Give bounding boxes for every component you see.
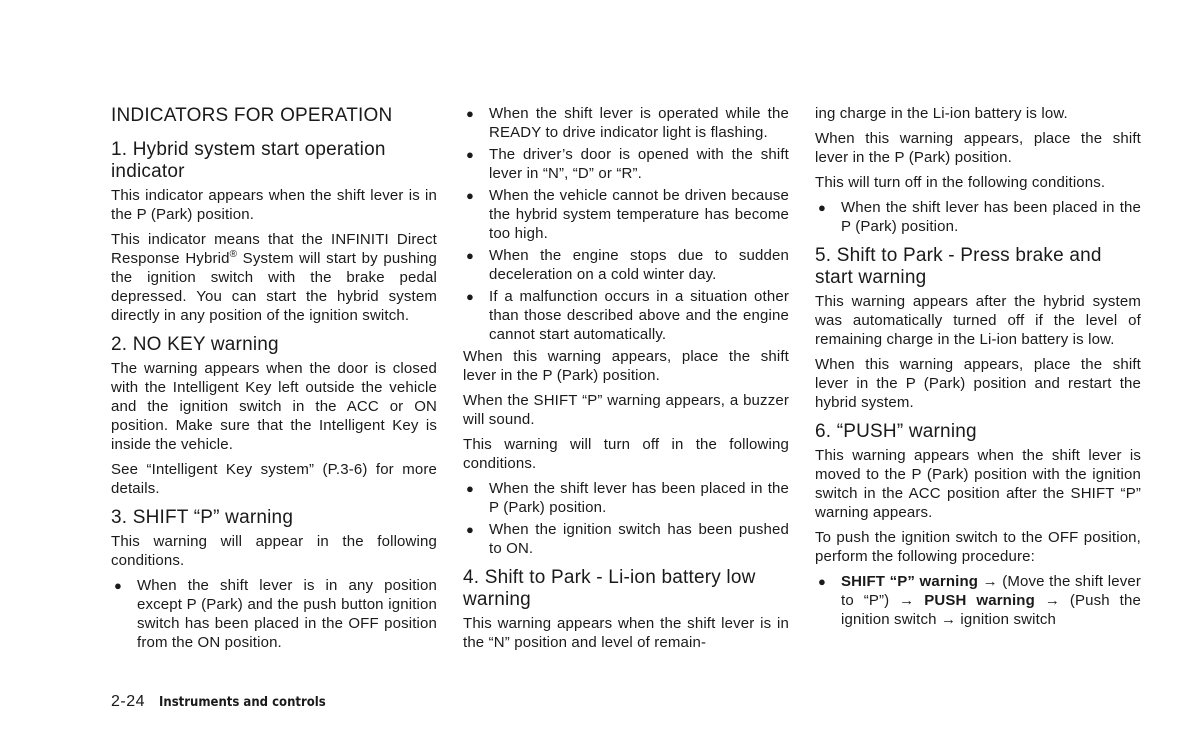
- paragraph: This warning appears when the shift lever is moved to the P (Park) position with the ignition switch in the ACC position after the SHIFT “P” warning appears.: [815, 447, 1141, 521]
- registered-mark: ®: [229, 249, 238, 260]
- heading-shift-p-warning: 3. SHIFT “P” warning: [111, 507, 294, 528]
- column-2: [463, 104, 789, 658]
- paragraph: When this warning appears, place the shift lever in the P (Park) position and restart the hybrid system.: [815, 356, 1141, 411]
- paragraph: This warning will appear in the following conditions.: [111, 533, 437, 569]
- page-footer: [111, 692, 326, 713]
- column-3: [815, 104, 1141, 632]
- list-item: ● When the shift lever has been placed in the P (Park) position.: [466, 480, 789, 516]
- section-title: INDICATORS FOR OPERATION: [111, 105, 393, 126]
- page-number: 2-24: [111, 693, 146, 710]
- paragraph: See “Intelligent Key system” (P.3-6) for more details.: [111, 461, 437, 497]
- bullet-list: [463, 104, 789, 344]
- paragraph: This will turn off in the following conditions.: [815, 174, 1106, 191]
- paragraph: The warning appears when the door is closed with the Intelligent Key left outside the vehicle and the ignition switch in the ACC or ON position. Make sure that the Intelligent Key is inside the vehicle.: [111, 360, 437, 453]
- list-item: ● When the vehicle cannot be driven because the hybrid system temperature has become too high.: [466, 187, 789, 242]
- paragraph: This indicator appears when the shift lever is in the P (Park) position.: [111, 187, 437, 223]
- list-item: ● The driver’s door is opened with the shift lever in “N”, “D” or “R”.: [466, 146, 789, 182]
- list-item: ● If a malfunction occurs in a situation other than those described above and the engine cannot start automatically.: [466, 288, 789, 343]
- bullet-icon: ●: [466, 481, 475, 496]
- bullet-icon: ●: [466, 147, 475, 162]
- paragraph: This warning appears when the shift lever is in the “N” position and level of remain-: [463, 615, 789, 651]
- list-item: ● When the shift lever is in any position except P (Park) and the push button ignition switch has been placed in the OFF position from the ON position.: [114, 577, 437, 651]
- paragraph: When this warning appears, place the shift lever in the P (Park) position.: [815, 130, 1141, 166]
- bullet-list: [111, 576, 437, 652]
- paragraph: ing charge in the Li-ion battery is low.: [815, 105, 1068, 122]
- bullet-list: [815, 572, 1141, 629]
- paragraph: This indicator means that the INFINITI Direct Response Hybrid® System will start by pushing the ignition switch with the brake pedal depressed. You can start the hybrid system directly in any position of the ignition switch.: [111, 231, 437, 324]
- list-item: ● When the shift lever is operated while the READY to drive indicator light is flashing.: [466, 105, 789, 141]
- list-item: ● SHIFT “P” warning → (Move the shift lever to “P”) → PUSH warning → (Push the ignition switch → ignition switch: [818, 573, 1141, 628]
- list-item: ● When the engine stops due to sudden deceleration on a cold winter day.: [466, 247, 789, 283]
- paragraph: This warning will turn off in the following conditions.: [463, 436, 789, 472]
- paragraph: When the SHIFT “P” warning appears, a buzzer will sound.: [463, 392, 789, 428]
- bullet-icon: ●: [818, 574, 827, 589]
- bullet-list: [815, 198, 1141, 236]
- chapter-title: Instruments and controls: [159, 695, 326, 710]
- bullet-icon: ●: [114, 578, 123, 593]
- bullet-icon: ●: [818, 200, 827, 215]
- heading-no-key-warning: 2. NO KEY warning: [111, 334, 279, 355]
- bullet-icon: ●: [466, 522, 475, 537]
- heading-push-warning: 6. “PUSH” warning: [815, 421, 977, 442]
- heading-hybrid-start-indicator: 1. Hybrid system start operation indicator: [111, 139, 386, 182]
- list-item: ● When the shift lever has been placed in the P (Park) position.: [818, 199, 1141, 235]
- bullet-list: [463, 479, 789, 558]
- bullet-icon: ●: [466, 106, 475, 121]
- paragraph: This warning appears after the hybrid system was automatically turned off if the level of remaining charge in the Li-ion battery is low.: [815, 293, 1141, 348]
- bullet-icon: ●: [466, 289, 475, 304]
- list-item: ● When the ignition switch has been pushed to ON.: [466, 521, 789, 557]
- paragraph: To push the ignition switch to the OFF position, perform the following procedure:: [815, 529, 1141, 565]
- bullet-icon: ●: [466, 188, 475, 203]
- paragraph: When this warning appears, place the shift lever in the P (Park) position.: [463, 348, 789, 384]
- heading-press-brake-start-warning: 5. Shift to Park - Press brake and start warning: [815, 245, 1102, 288]
- bullet-icon: ●: [466, 248, 475, 263]
- column-1: [111, 104, 437, 655]
- heading-li-ion-battery-low-warning: 4. Shift to Park - Li-ion battery low warning: [463, 567, 756, 610]
